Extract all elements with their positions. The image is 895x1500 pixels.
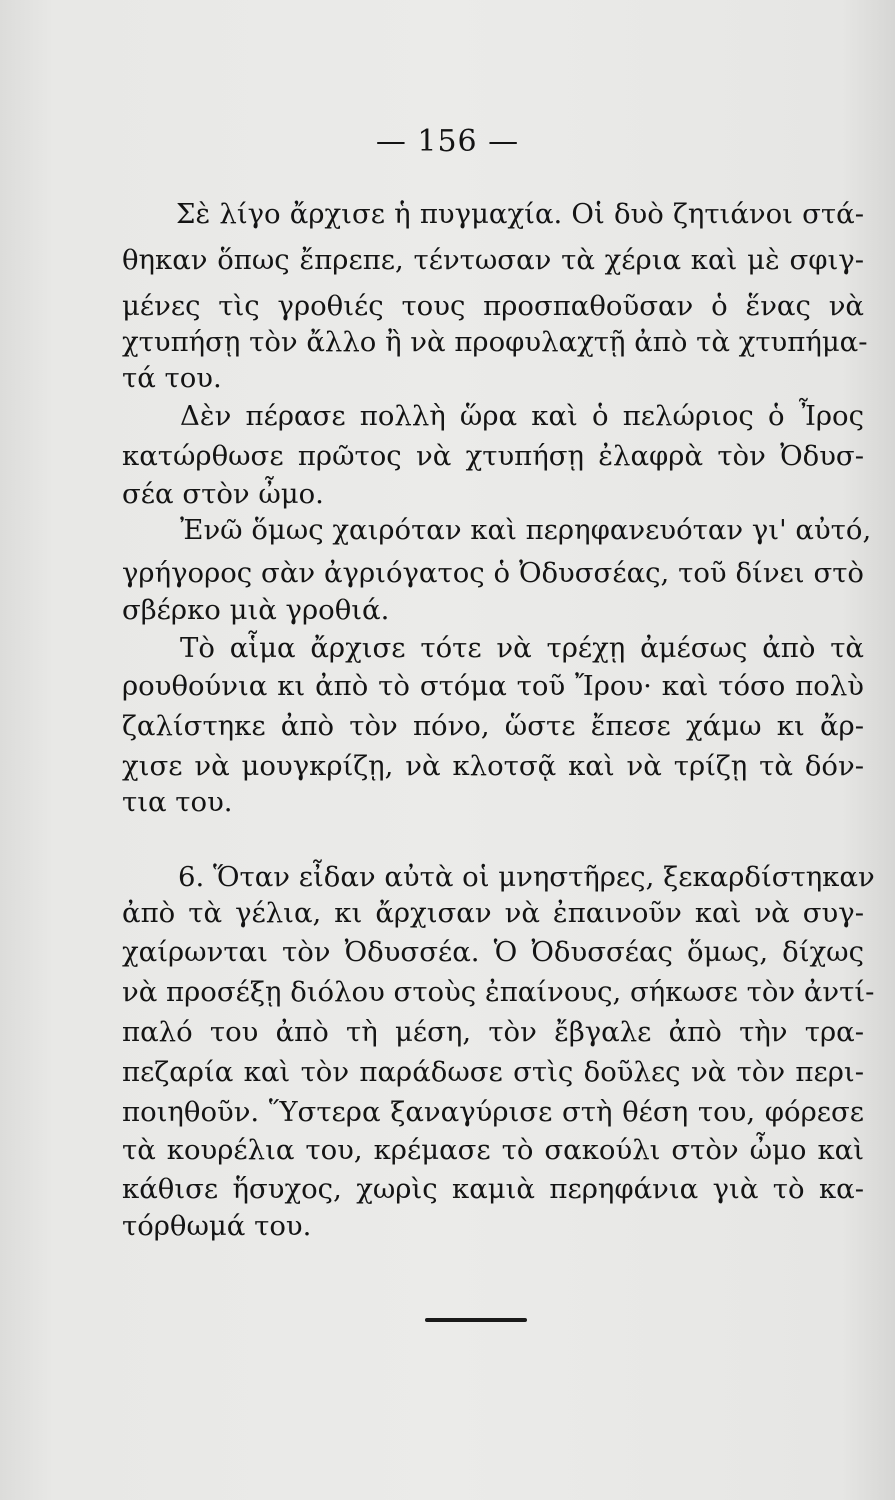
text-line: Σὲ λίγο ἄρχισε ἡ πυγμαχία. Οἱ δυὸ ζητιάνοι στά-	[176, 198, 864, 230]
end-rule	[425, 1318, 527, 1322]
text-line: νὰ προσέξῃ διόλου στοὺς ἐπαίνους, σήκωσε τὸν ἀντί-	[122, 976, 875, 1008]
text-line: τόρθωμά του.	[122, 1210, 312, 1242]
text-line: θηκαν ὅπως ἔπρεπε, τέντωσαν τὰ χέρια καὶ μὲ σφιγ-	[122, 244, 864, 276]
text-line: παλό του ἀπὸ τὴ μέση, τὸν ἔβγαλε ἀπὸ τὴν τρα-	[122, 1016, 864, 1048]
text-line: ζαλίστηκε ἀπὸ τὸν πόνο, ὥστε ἔπεσε χάμω κι ἄρ-	[122, 710, 864, 742]
text-line: χαίρωνται τὸν Ὀδυσσέα. Ὁ Ὀδυσσέας ὅμως, δίχως	[122, 936, 864, 968]
text-line: χισε νὰ μουγκρίζῃ, νὰ κλοτσᾷ καὶ νὰ τρίζῃ τὰ δόν-	[122, 750, 864, 782]
text-line: Δὲν πέρασε πολλὴ ὥρα καὶ ὁ πελώριος ὁ Ἶρος	[180, 400, 864, 432]
text-line: Ἐνῶ ὅμως χαιρόταν καὶ περηφανευόταν γι' αὐτό,	[180, 514, 872, 546]
page-number: — 156 —	[375, 124, 520, 159]
text-line: σέα στὸν ὦμο.	[122, 478, 324, 510]
text-line: κατώρθωσε πρῶτος νὰ χτυπήσῃ ἐλαφρὰ τὸν Ὀδυσ-	[122, 440, 864, 472]
text-line: γρήγορος σὰν ἀγριόγατος ὁ Ὀδυσσέας, τοῦ δίνει στὸ	[122, 557, 864, 589]
text-line: ἀπὸ τὰ γέλια, κι ἄρχισαν νὰ ἐπαινοῦν καὶ νὰ συγ-	[122, 897, 864, 929]
text-line: κάθισε ἥσυχος, χωρὶς καμιὰ περηφάνια γιὰ τὸ κα-	[122, 1173, 864, 1205]
text-line: 6. Ὅταν εἶδαν αὐτὰ οἱ μνηστῆρες, ξεκαρδίστηκαν	[178, 861, 875, 893]
text-line: μένες τὶς γροθιές τους προσπαθοῦσαν ὁ ἕνας νὰ	[122, 290, 864, 322]
text-line: πεζαρία καὶ τὸν παράδωσε στὶς δοῦλες νὰ τὸν περι-	[122, 1056, 864, 1088]
text-line: σβέρκο μιὰ γροθιά.	[122, 594, 390, 626]
text-line: ρουθούνια κι ἀπὸ τὸ στόμα τοῦ Ἴρου· καὶ τόσο πολὺ	[122, 670, 864, 702]
text-line: τια του.	[122, 786, 233, 818]
text-line: χτυπήσῃ τὸν ἄλλο ἢ νὰ προφυλαχτῇ ἀπὸ τὰ χτυπήμα-	[122, 326, 868, 358]
text-line: τὰ κουρέλια του, κρέμασε τὸ σακούλι στὸν ὦμο καὶ	[122, 1134, 864, 1166]
text-line: τά του.	[122, 362, 222, 394]
text-line: ποιηθοῦν. Ὕστερα ξαναγύρισε στὴ θέση του, φόρεσε	[122, 1096, 864, 1128]
text-line: Τὸ αἷμα ἄρχισε τότε νὰ τρέχῃ ἀμέσως ἀπὸ τὰ	[180, 632, 864, 664]
